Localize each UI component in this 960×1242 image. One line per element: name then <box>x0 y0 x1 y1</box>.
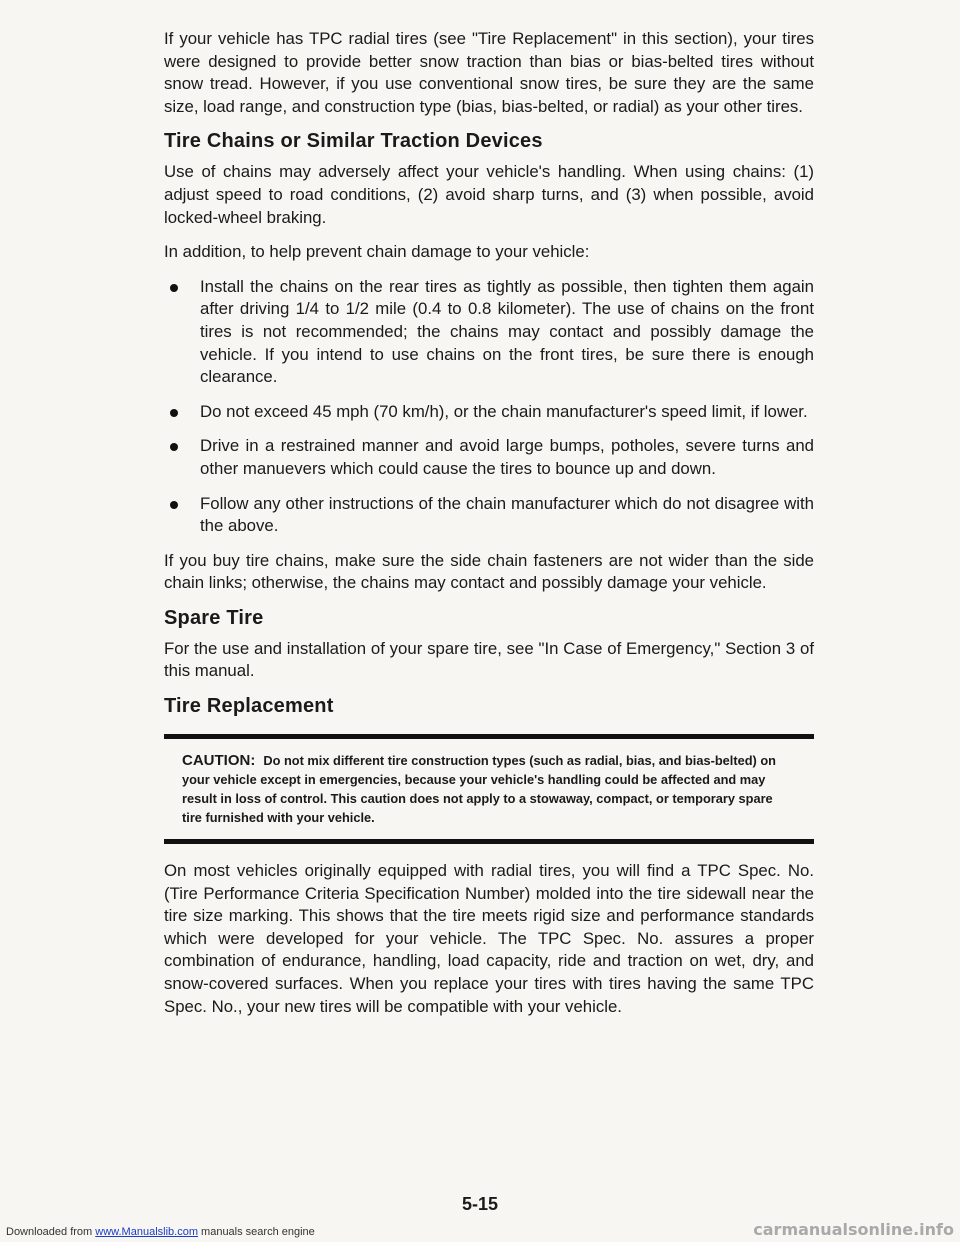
caution-box <box>164 734 814 844</box>
chains-paragraph-1: Use of chains may adversely affect your vehicle's handling. When using chains: (1) adjust speed to road conditions, (2) avoid sharp turns, and (3) when possible, avoid locked-wheel braking. <box>164 162 814 227</box>
bullet-icon <box>170 409 178 417</box>
watermark-text: carmanualsonline.info <box>753 1220 954 1239</box>
caution-bottom-rule <box>164 839 814 844</box>
caution-text <box>164 739 814 839</box>
list-item-text: Install the chains on the rear tires as tightly as possible, then tighten them again after driving 1/4 to 1/2 mile (0.4 to 0.8 kilometer). The use of chains on the front tires is not recommended; the chains may contact and possibly damage the vehicle. If you intend to use chains on the front tires, be sure there is enough clearance. <box>200 276 814 387</box>
download-footer <box>6 1226 315 1238</box>
page-number: 5-15 <box>461 1194 499 1214</box>
footer-suffix: manuals search engine <box>197 1226 315 1238</box>
list-item-text: Drive in a restrained manner and avoid large bumps, potholes, severe turns and other manuevers which could cause the tires to bounce up and down. <box>200 436 814 478</box>
chains-heading: Tire Chains or Similar Traction Devices <box>164 130 543 153</box>
list-item-text: Follow any other instructions of the chain manufacturer which do not disagree with the above. <box>200 493 814 536</box>
list-item <box>164 401 814 424</box>
replacement-heading: Tire Replacement <box>164 695 334 718</box>
manualslib-link[interactable]: www.Manualslib.com <box>95 1226 198 1238</box>
chains-paragraph-3: If you buy tire chains, make sure the side chain fasteners are not wider than the side chain links; otherwise, the chains may contact and possibly damage your vehicle. <box>164 550 814 593</box>
bullet-icon <box>170 501 178 509</box>
footer-prefix: Downloaded from <box>6 1226 96 1238</box>
chains-bullet-list <box>164 276 814 538</box>
list-item <box>164 435 814 480</box>
chains-paragraph-2: In addition, to help prevent chain damage to your vehicle: <box>164 242 590 262</box>
replacement-paragraph: On most vehicles originally equipped with radial tires, you will find a TPC Spec. No. (Tire Performance Criteria Specification Number) molded into the tire sidewall near the tire size marking. This shows that the tire meets rigid size and performance standards which were developed for your vehicle. The TPC Spec. No. assures a proper combination of endurance, handling, load capacity, ride and traction on wet, dry, and snow-covered surfaces. When you replace your tires with tires having the same TPC Spec. No., your new tires will be compatible with your vehicle. <box>164 861 814 1016</box>
caution-body: Do not mix different tire construction types (such as radial, bias, and bias-belted) on your vehicle except in emergencies, because your vehicle's handling could be affected and may result in loss of control. This caution does not apply to a stowaway, compact, or temporary spare tire furnished with your vehicle. <box>182 753 776 826</box>
manual-page <box>164 28 814 1030</box>
spare-heading: Spare Tire <box>164 606 264 629</box>
list-item-text: Do not exceed 45 mph (70 km/h), or the chain manufacturer's speed limit, if lower. <box>200 401 808 421</box>
list-item <box>164 493 814 538</box>
list-item <box>164 276 814 389</box>
bullet-icon <box>170 284 178 292</box>
caution-label: CAUTION: <box>182 752 256 770</box>
spare-paragraph: For the use and installation of your spare tire, see "In Case of Emergency," Section 3 of this manual. <box>164 638 814 681</box>
bullet-icon <box>170 443 178 451</box>
intro-paragraph: If your vehicle has TPC radial tires (see "Tire Replacement" in this section), your tires were designed to provide better snow traction than bias or bias-belted tires without snow tread. However, if you use conventional snow tires, be sure they are the same size, load range, and construction type (bias, bias-belted, or radial) as your other tires. <box>164 29 814 116</box>
